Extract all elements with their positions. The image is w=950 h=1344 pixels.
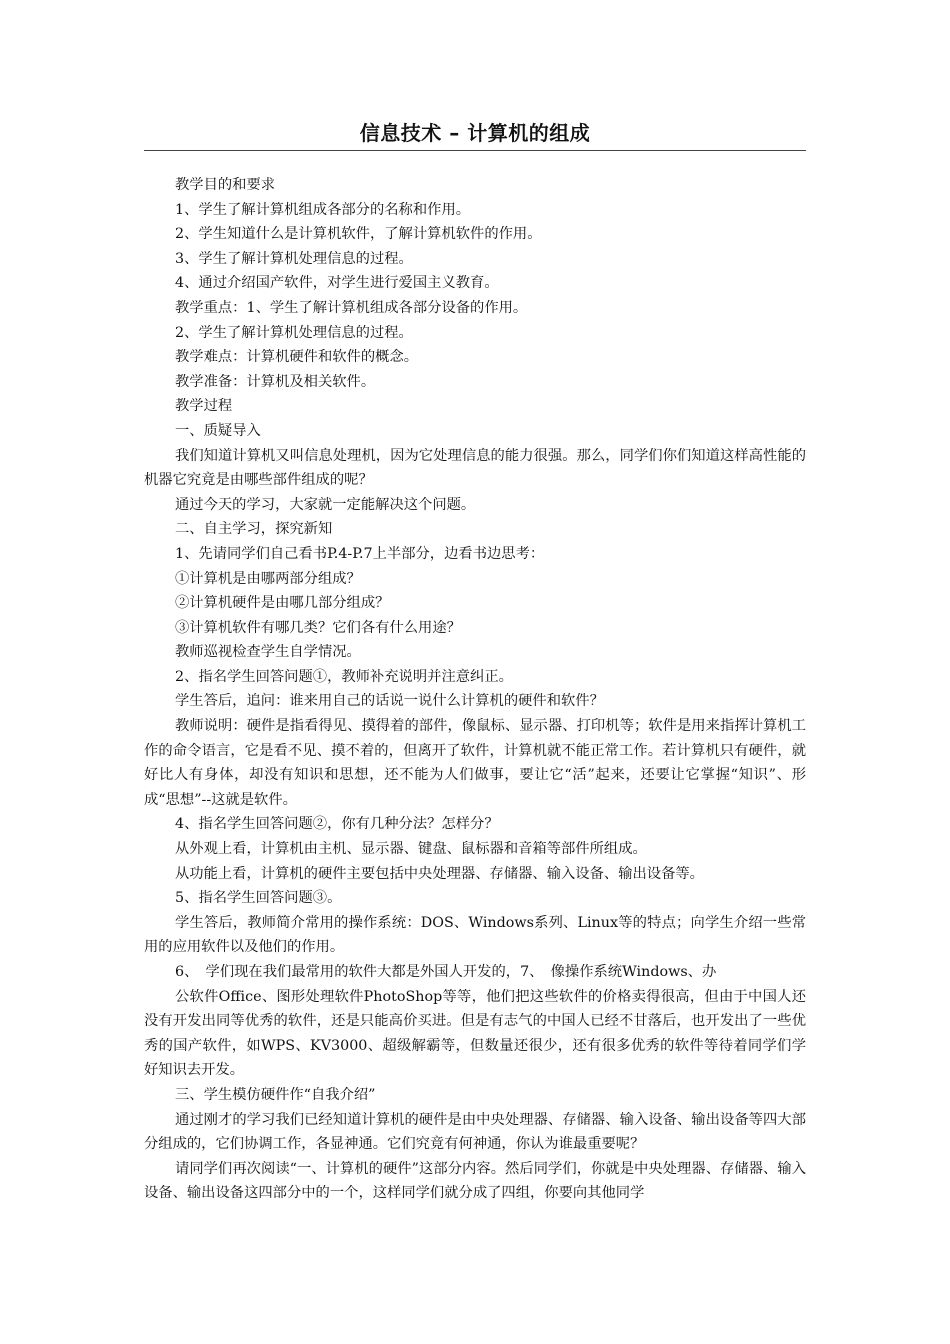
document-body: [144, 173, 806, 1206]
paragraph: 6、 学们现在我们最常用的软件大都是外国人开发的，7、 像操作系统Windows、办: [175, 964, 717, 980]
paragraph: 教学目的和要求: [175, 177, 276, 193]
document-page: [144, 118, 806, 1206]
paragraph: 三、学生模仿硬件作“自我介绍”: [175, 1086, 376, 1103]
paragraph: 教师说明：硬件是指看得见、摸得着的部件，像鼠标、显示器、打印机等；软件是用来指挥计算机工作的命令语言，它是看不见、摸不着的，但离开了软件，计算机就不能正常工作。若计算机只有硬件，就好比人有身体，却没有知识和思想，还不能为人们做事，要让它“活”起来，还要让它掌握“知识”、形成“思想”--这就是软件。: [144, 718, 806, 808]
paragraph: 1、学生了解计算机组成各部分的名称和作用。: [175, 201, 471, 218]
paragraph: ③计算机软件有哪几类？它们各有什么用途？: [175, 619, 461, 636]
paragraph: 从外观上看，计算机由主机、显示器、键盘、鼠标器和音箱等部件所组成。: [175, 841, 647, 858]
paragraph: 2、学生了解计算机处理信息的过程。: [175, 324, 413, 341]
paragraph: 教师巡视检查学生自学情况。: [175, 644, 361, 661]
paragraph: 教学准备：计算机及相关软件。: [175, 373, 376, 390]
paragraph: ①计算机是由哪两部分组成？: [175, 570, 361, 587]
paragraph: 教学难点：计算机硬件和软件的概念。: [175, 349, 419, 366]
paragraph: 二、自主学习，探究新知: [175, 521, 333, 538]
paragraph: 请同学们再次阅读“一、计算机的硬件”这部分内容。然后同学们，你就是中央处理器、存储器、输入设备、输出设备这四部分中的一个，这样同学们就分成了四组，你要向其他同学: [144, 1160, 806, 1202]
paragraph: 通过今天的学习，大家就一定能解决这个问题。: [175, 496, 476, 513]
paragraph: 教学过程: [175, 398, 233, 415]
paragraph: 5、指名学生回答问题③。: [175, 890, 342, 907]
paragraph: 3、学生了解计算机处理信息的过程。: [175, 250, 413, 267]
paragraph: 4、通过介绍国产软件，对学生进行爱国主义教育。: [175, 275, 499, 292]
paragraph: 教学重点：1、学生了解计算机组成各部分设备的作用。: [175, 299, 528, 316]
paragraph: 从功能上看，计算机的硬件主要包括中央处理器、存储器、输入设备、输出设备等。: [175, 865, 704, 882]
paragraph: 学生答后，追问：谁来用自己的话说一说什么计算机的硬件和软件？: [175, 693, 604, 710]
paragraph: 我们知道计算机又叫信息处理机，因为它处理信息的能力很强。那么，同学们你们知道这样高性能的机器它究竟是由哪些部件组成的呢？: [144, 447, 806, 489]
title-rule: [144, 150, 806, 151]
paragraph: 2、学生知道什么是计算机软件，了解计算机软件的作用。: [175, 226, 542, 243]
paragraph: ②计算机硬件是由哪几部分组成？: [175, 595, 390, 612]
paragraph: 2、指名学生回答问题①，教师补充说明并注意纠正。: [175, 668, 513, 685]
paragraph: 公软件Office、图形处理软件PhotoShop等等，他们把这些软件的价格卖得很高，但由于中国人还没有开发出同等优秀的软件，还是只能高价买进。但是有志气的中国人已经不甘落后，也开发出了一些优秀的国产软件，如WPS、KV3000、超级解霸等，但数量还很少，还有很多优秀的软件等待着同学们学好知识去开发。: [144, 988, 806, 1079]
document-title: 信息技术 – 计算机的组成: [359, 121, 591, 145]
paragraph: 一、质疑导入: [175, 422, 261, 439]
paragraph: 通过刚才的学习我们已经知道计算机的硬件是由中央处理器、存储器、输入设备、输出设备等四大部分组成的，它们协调工作，各显神通。它们究竟有何神通，你认为谁最重要呢？: [144, 1111, 806, 1153]
paragraph: 4、指名学生回答问题②，你有几种分法？怎样分？: [175, 816, 499, 833]
paragraph: 1、先请同学们自己看书P.4-P.7上半部分，边看书边思考：: [175, 545, 545, 562]
paragraph: 学生答后，教师简介常用的操作系统：DOS、Windows系列、Linux等的特点；向学生介绍一些常用的应用软件以及他们的作用。: [144, 914, 806, 956]
